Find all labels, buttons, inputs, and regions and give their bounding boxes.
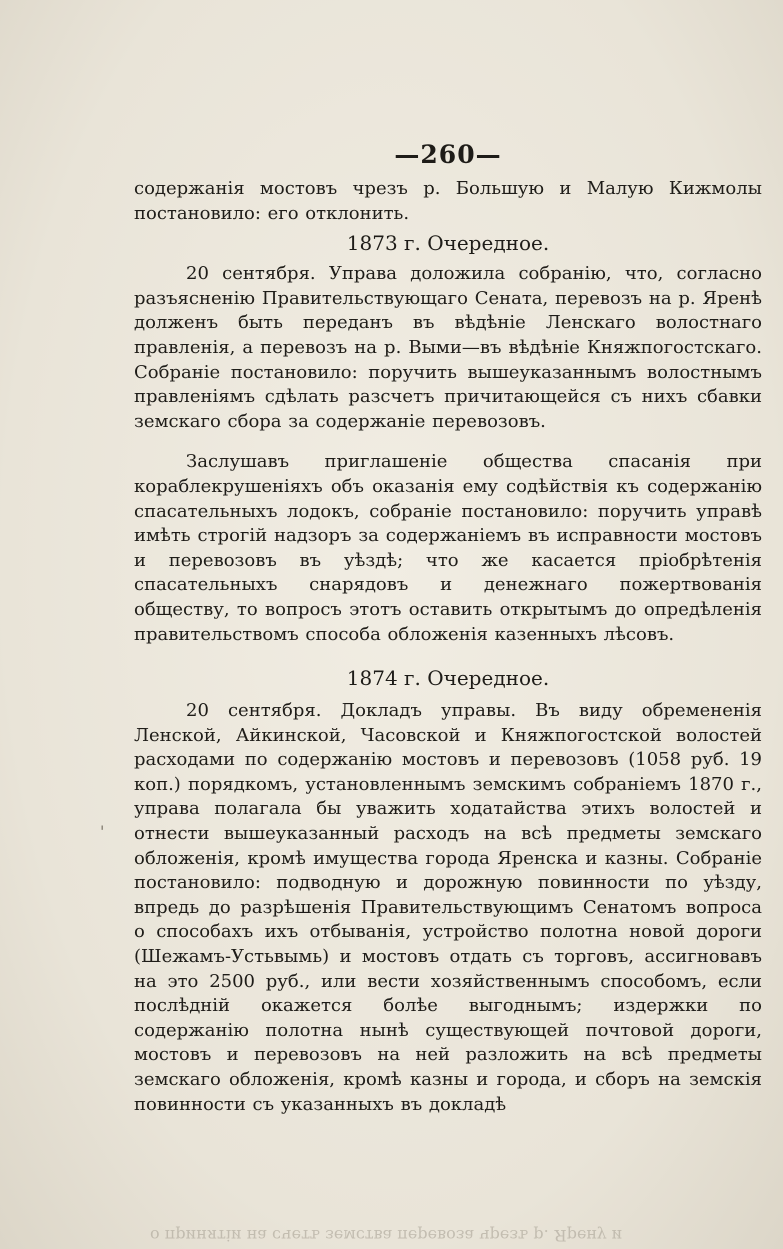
- paragraph-gap: [134, 434, 762, 450]
- section-heading-1874: 1874 г. Очередное.: [346, 666, 550, 691]
- section-heading-1873: 1873 г. Очередное.: [346, 231, 550, 256]
- paragraph-1874-sept-20: 20 сентября. Докладъ управы. Въ виду обремененія Ленской, Айкинской, Часовской и Княжпогостской волостей расходами по содержанію мостовъ и перевозовъ (1058 руб. 19 коп.) порядкомъ, установленнымъ земскимъ собраніемъ 1870 г., управа полагала бы уважить ходатайства этихъ волостей и отнести вышеуказанный расходъ на всѣ предметы земскаго обложенія, кромѣ имущества города Яренска и казны. Собраніе постановило: подводную и дорожную повинности по уѣзду, впредь до разрѣшенія Правительствующимъ Сенатомъ вопроса о способахъ ихъ отбыванія, устройство полотна новой дороги (Шежамъ-Устьвымь) и мостовъ отдать съ торговъ, ассигновавъ на это 2500 руб., или вести хозяйственнымъ способомъ, если послѣдній окажется болѣе выгоднымъ; издержки по содержанію полотна нынѣ существующей почтовой дороги, мостовъ и перевозовъ на ней разложить на всѣ предметы земскаго обложенія, кромѣ казны и города, и сборъ на земскія повинности съ указанныхъ въ докладѣ: [134, 700, 762, 1115]
- paragraph-1873-sept-20: 20 сентября. Управа доложила собранію, что, согласно разъясненію Правительствующаго Сената, перевозъ на р. Яренѣ долженъ быть переданъ въ вѣдѣніе Ленскаго волостнаго правленія, а перевозъ на р. Выми—въ вѣдѣніе Княжпогостскаго. Собраніе постановило: поручить вышеуказаннымъ волостнымъ правленіямъ сдѣлать разсчетъ причитающейся съ нихъ сбавки земскаго сбора за содержаніе перевозовъ.: [134, 263, 762, 432]
- margin-mark: ': [100, 822, 105, 841]
- page-text: [134, 140, 762, 1117]
- paragraph-rescue-society: Заслушавъ приглашеніе общества спасанія при кораблекрушеніяхъ объ оказанія ему содѣйствія къ содержанію спасательныхъ лодокъ, собраніе постановило: поручить управѣ имѣть строгій надзоръ за содержаніемъ въ исправности мостовъ и перевозовъ въ уѣздѣ; что же касается пріобрѣтенія спасательныхъ снарядовъ и денежнаго пожертвованія обществу, то вопросъ этотъ оставить открытымъ до опредѣленія правительствомъ способа обложенія казенныхъ лѣсовъ.: [134, 451, 762, 645]
- page-number: —260—: [394, 140, 502, 169]
- bleed-through-text: о принятіи на счетъ земства перевоза чрезъ р. Ярену и: [150, 1226, 623, 1245]
- paragraph-continuation: содержанія мостовъ чрезъ р. Большую и Малую Кижмолы постановило: его отклонить.: [134, 178, 762, 224]
